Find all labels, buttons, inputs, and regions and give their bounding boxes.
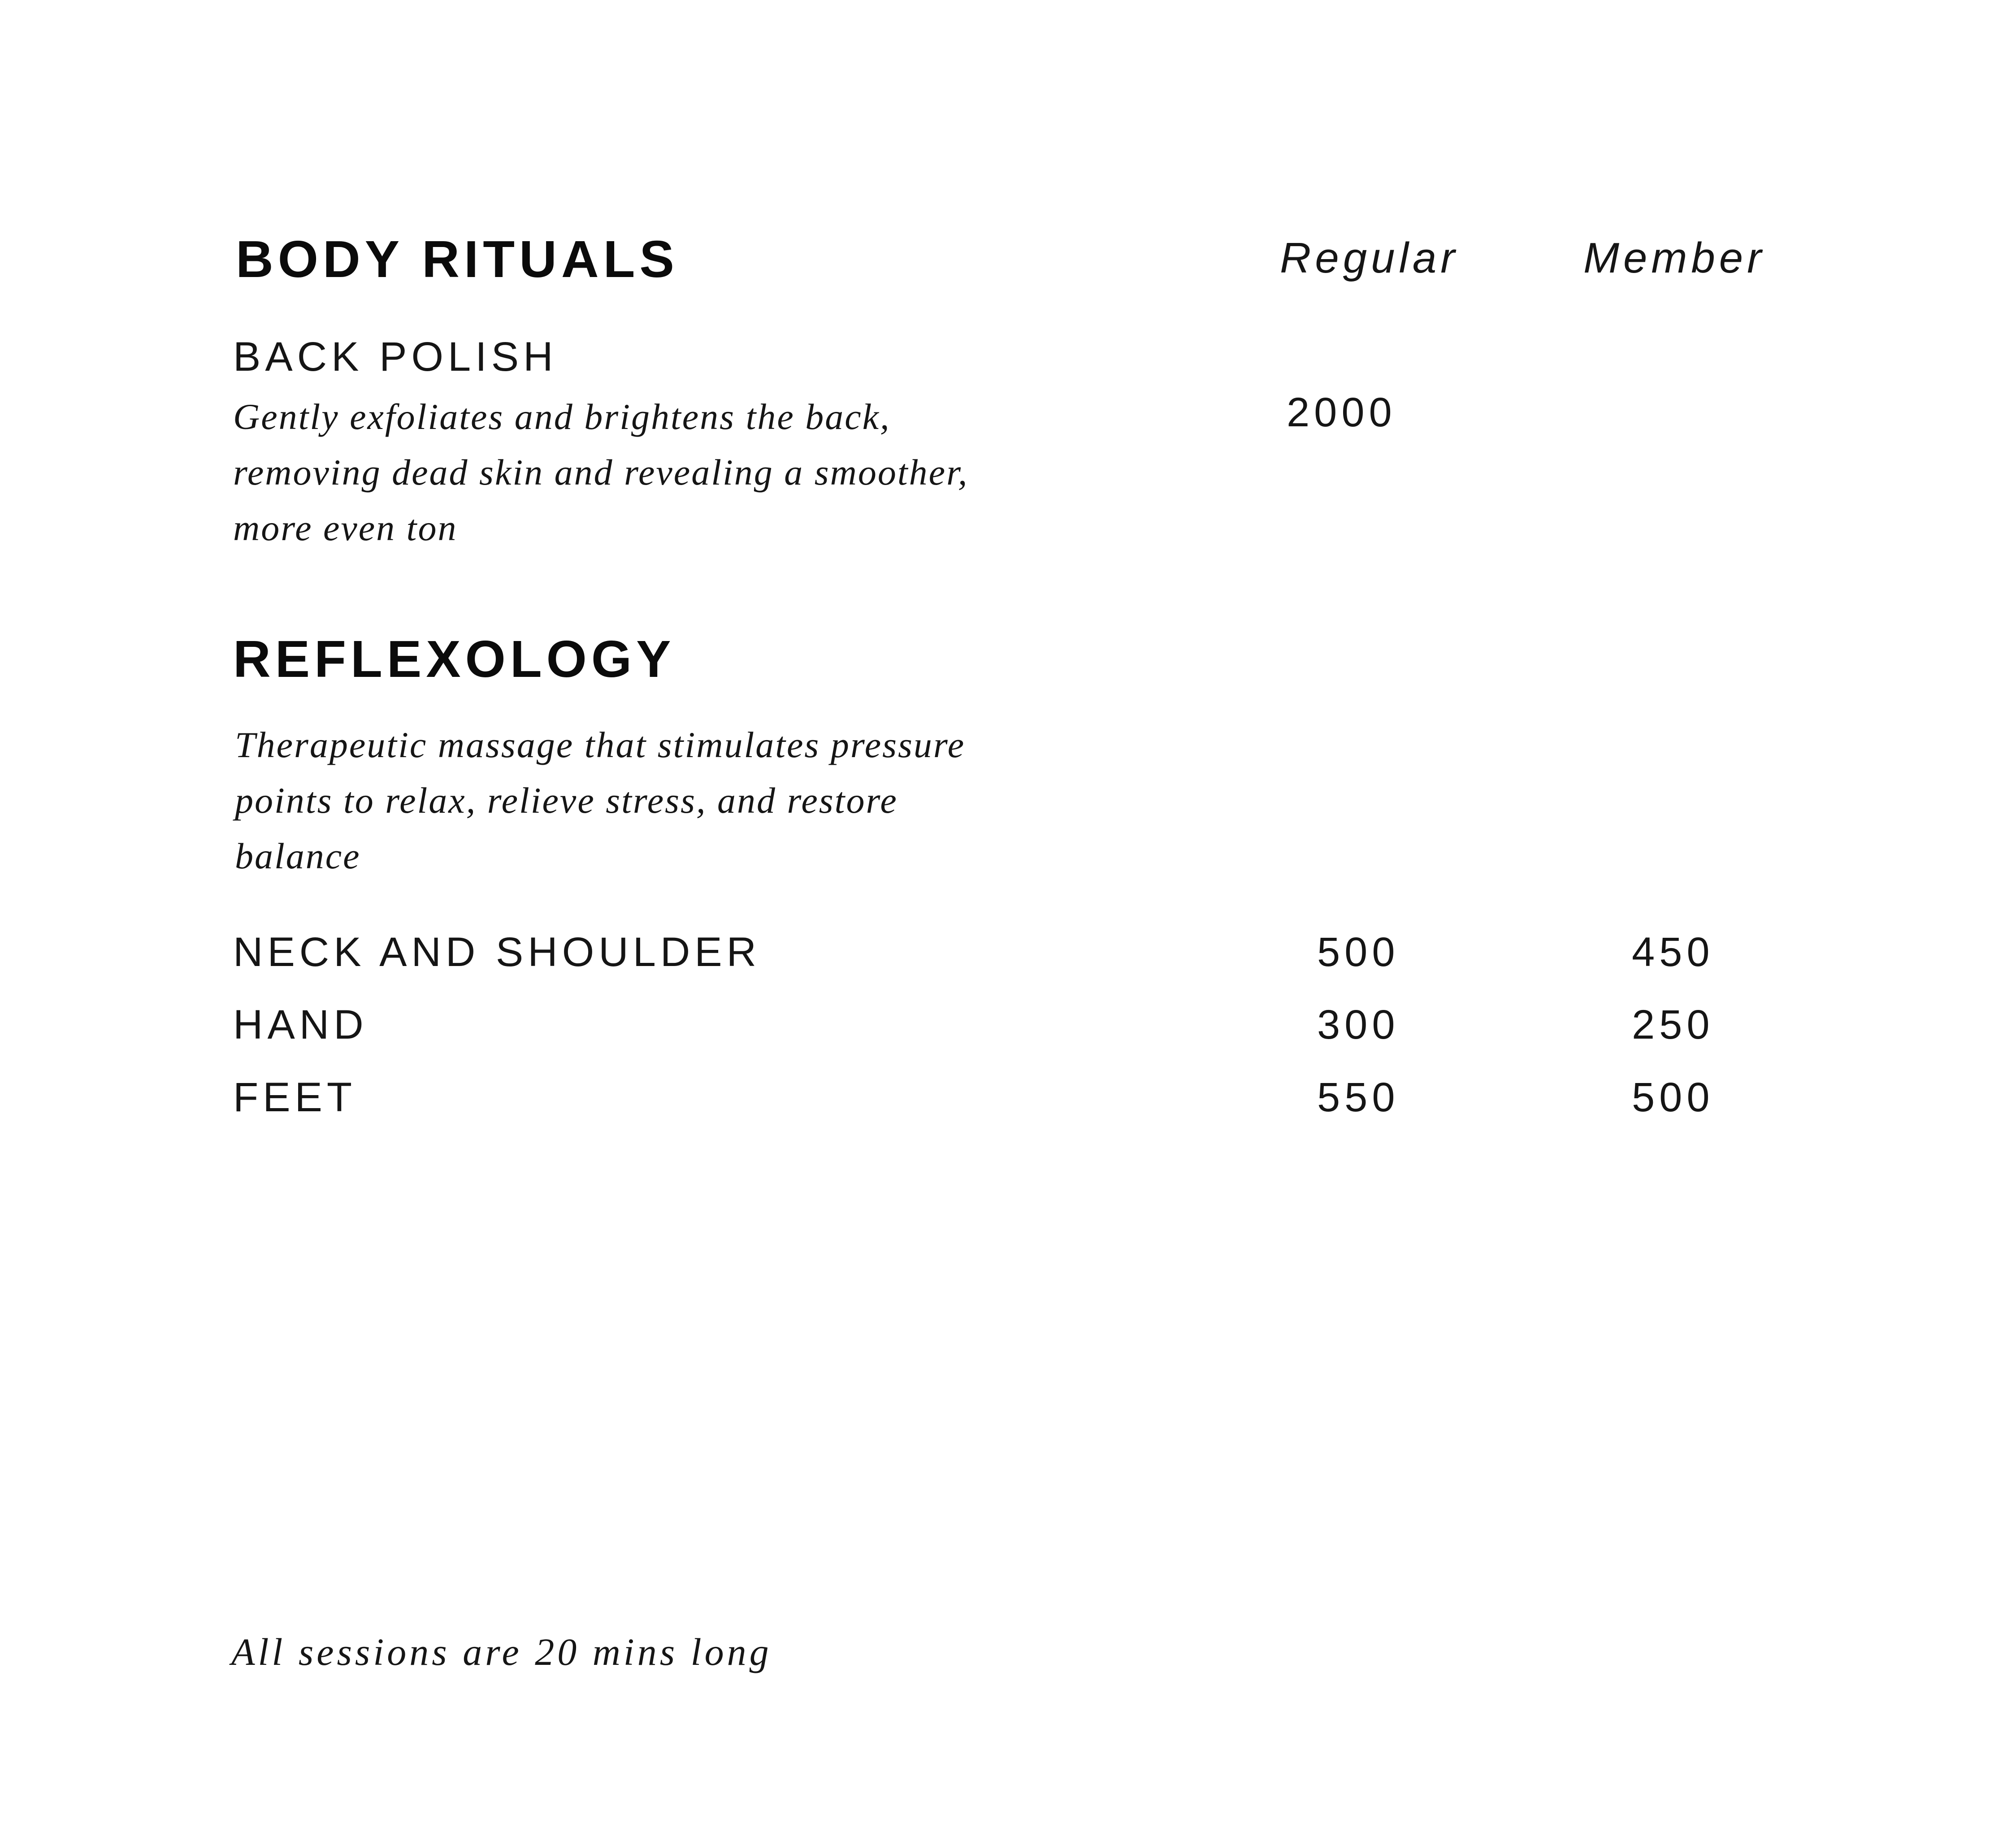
section-title-body-rituals: BODY RITUALS	[236, 230, 679, 288]
description-line: removing dead skin and revealing a smoother,	[233, 452, 969, 493]
column-header-member: Member	[1583, 234, 1766, 282]
price-regular-neck-and-shoulder: 500	[1317, 929, 1400, 975]
description-line: more even ton	[233, 507, 458, 548]
price-member-neck-and-shoulder: 450	[1632, 929, 1714, 975]
price-member-feet: 500	[1632, 1074, 1714, 1120]
item-name-feet: FEET	[233, 1074, 357, 1120]
item-name-neck-and-shoulder: NECK AND SHOULDER	[233, 929, 761, 975]
section-description-reflexology	[235, 717, 1042, 884]
item-name-hand: HAND	[233, 1002, 368, 1048]
description-line: points to relax, relieve stress, and restore	[235, 780, 898, 821]
description-line: Therapeutic massage that stimulates pressure	[235, 724, 966, 765]
description-line: balance	[235, 836, 361, 876]
price-regular-hand: 300	[1317, 1002, 1400, 1048]
column-header-regular: Regular	[1280, 234, 1459, 282]
footer-note: All sessions are 20 mins long	[231, 1630, 772, 1673]
price-regular-feet: 550	[1317, 1074, 1400, 1120]
price-member-hand: 250	[1632, 1002, 1714, 1048]
item-name-back-polish: BACK POLISH	[233, 334, 558, 380]
item-description-back-polish	[233, 389, 1040, 556]
section-title-reflexology: REFLEXOLOGY	[233, 630, 676, 688]
description-line: Gently exfoliates and brightens the back,	[233, 396, 891, 437]
price-regular-back-polish: 2000	[1287, 390, 1396, 435]
